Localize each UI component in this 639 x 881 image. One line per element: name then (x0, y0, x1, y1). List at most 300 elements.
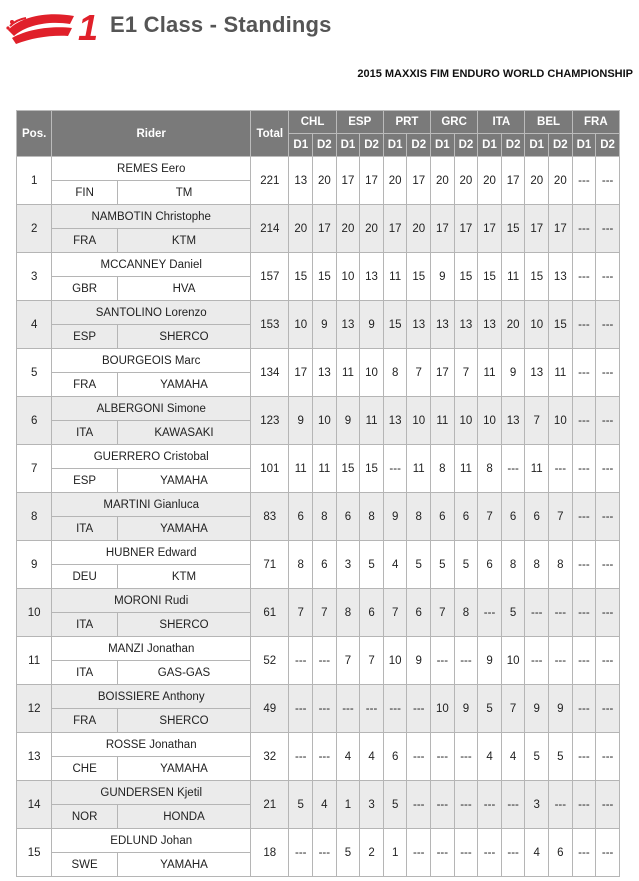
score-cell: --- (572, 157, 596, 205)
score-cell: 4 (501, 733, 525, 781)
score-cell: 17 (431, 205, 455, 253)
total-cell: 123 (251, 397, 289, 445)
score-cell: 6 (336, 493, 360, 541)
header-day: D1 (525, 134, 549, 157)
score-cell: 17 (289, 349, 313, 397)
score-cell: --- (572, 781, 596, 829)
header-day: D1 (289, 134, 313, 157)
score-cell: --- (572, 733, 596, 781)
rider-nation: ITA (52, 517, 118, 541)
score-cell: 11 (407, 445, 431, 493)
score-cell: 4 (525, 829, 549, 877)
score-cell: 20 (289, 205, 313, 253)
score-cell: 13 (383, 397, 407, 445)
score-cell: 15 (478, 253, 502, 301)
score-cell: --- (383, 685, 407, 733)
total-cell: 32 (251, 733, 289, 781)
total-cell: 214 (251, 205, 289, 253)
score-cell: --- (596, 637, 620, 685)
score-cell: 9 (431, 253, 455, 301)
score-cell: --- (596, 733, 620, 781)
score-cell: 15 (289, 253, 313, 301)
score-cell: 20 (478, 157, 502, 205)
score-cell: --- (525, 637, 549, 685)
position-cell: 9 (17, 541, 52, 589)
score-cell: 15 (383, 301, 407, 349)
score-cell: 5 (549, 733, 573, 781)
position-cell: 1 (17, 157, 52, 205)
score-cell: 3 (525, 781, 549, 829)
table-row (17, 349, 620, 373)
total-cell: 157 (251, 253, 289, 301)
score-cell: 8 (478, 445, 502, 493)
rider-brand: YAMAHA (117, 517, 250, 541)
score-cell: 10 (501, 637, 525, 685)
score-cell: --- (596, 205, 620, 253)
score-cell: --- (572, 829, 596, 877)
score-cell: 15 (313, 253, 337, 301)
position-cell: 4 (17, 301, 52, 349)
score-cell: 10 (478, 397, 502, 445)
score-cell: --- (454, 733, 478, 781)
rider-brand: SHERCO (117, 709, 250, 733)
rider-nation: ITA (52, 421, 118, 445)
score-cell: --- (596, 541, 620, 589)
score-cell: 11 (549, 349, 573, 397)
score-cell: 20 (407, 205, 431, 253)
score-cell: --- (313, 637, 337, 685)
header-day: D2 (407, 134, 431, 157)
score-cell: 5 (360, 541, 384, 589)
header-day: D1 (336, 134, 360, 157)
header-day: D1 (431, 134, 455, 157)
rider-nation: ESP (52, 325, 118, 349)
header-round: CHL (289, 111, 336, 134)
rider-brand: HVA (117, 277, 250, 301)
rider-name: HUBNER Edward (52, 541, 251, 565)
position-cell: 3 (17, 253, 52, 301)
rider-name: MANZI Jonathan (52, 637, 251, 661)
rider-name: GUNDERSEN Kjetil (52, 781, 251, 805)
position-cell: 7 (17, 445, 52, 493)
rider-brand: GAS-GAS (117, 661, 250, 685)
score-cell: 11 (454, 445, 478, 493)
score-cell: --- (572, 541, 596, 589)
total-cell: 71 (251, 541, 289, 589)
score-cell: 10 (454, 397, 478, 445)
score-cell: --- (596, 301, 620, 349)
standings-table (16, 110, 620, 877)
score-cell: --- (572, 589, 596, 637)
rider-nation: NOR (52, 805, 118, 829)
score-cell: 17 (383, 205, 407, 253)
score-cell: --- (572, 397, 596, 445)
score-cell: 9 (383, 493, 407, 541)
score-cell: 15 (360, 445, 384, 493)
table-row (17, 781, 620, 805)
header-day: D2 (313, 134, 337, 157)
score-cell: 7 (501, 685, 525, 733)
score-cell: 17 (454, 205, 478, 253)
score-cell: 13 (407, 301, 431, 349)
score-cell: --- (596, 445, 620, 493)
rider-name: GUERRERO Cristobal (52, 445, 251, 469)
score-cell: 8 (407, 493, 431, 541)
table-row (17, 541, 620, 565)
score-cell: --- (525, 589, 549, 637)
table-row (17, 397, 620, 421)
score-cell: 9 (454, 685, 478, 733)
score-cell: --- (572, 301, 596, 349)
rider-nation: FRA (52, 373, 118, 397)
rider-nation: FIN (52, 181, 118, 205)
score-cell: 6 (289, 493, 313, 541)
score-cell: 13 (289, 157, 313, 205)
total-cell: 101 (251, 445, 289, 493)
score-cell: 7 (336, 637, 360, 685)
score-cell: --- (501, 445, 525, 493)
score-cell: 4 (313, 781, 337, 829)
score-cell: --- (454, 829, 478, 877)
score-cell: 10 (525, 301, 549, 349)
score-cell: --- (313, 733, 337, 781)
position-cell: 13 (17, 733, 52, 781)
rider-name: NAMBOTIN Christophe (52, 205, 251, 229)
table-row (17, 157, 620, 181)
rider-name: SANTOLINO Lorenzo (52, 301, 251, 325)
header-day: D2 (501, 134, 525, 157)
score-cell: 15 (454, 253, 478, 301)
header-round: BEL (525, 111, 572, 134)
score-cell: --- (596, 493, 620, 541)
score-cell: 9 (289, 397, 313, 445)
rider-nation: SWE (52, 853, 118, 877)
score-cell: 6 (454, 493, 478, 541)
score-cell: --- (572, 349, 596, 397)
score-cell: --- (454, 637, 478, 685)
total-cell: 52 (251, 637, 289, 685)
score-cell: 20 (313, 157, 337, 205)
score-cell: 5 (407, 541, 431, 589)
score-cell: --- (454, 781, 478, 829)
score-cell: 17 (360, 157, 384, 205)
rider-nation: FRA (52, 229, 118, 253)
score-cell: --- (407, 781, 431, 829)
rider-brand: KTM (117, 229, 250, 253)
score-cell: 9 (336, 397, 360, 445)
score-cell: 5 (383, 781, 407, 829)
score-cell: 20 (360, 205, 384, 253)
score-cell: 15 (525, 253, 549, 301)
score-cell: 9 (313, 301, 337, 349)
score-cell: 9 (501, 349, 525, 397)
score-cell: 6 (501, 493, 525, 541)
position-cell: 6 (17, 397, 52, 445)
rider-nation: DEU (52, 565, 118, 589)
score-cell: 7 (454, 349, 478, 397)
score-cell: 9 (478, 637, 502, 685)
score-cell: 7 (313, 589, 337, 637)
rider-nation: ESP (52, 469, 118, 493)
score-cell: --- (289, 829, 313, 877)
rider-nation: GBR (52, 277, 118, 301)
score-cell: --- (313, 685, 337, 733)
rider-brand: YAMAHA (117, 469, 250, 493)
score-cell: 9 (360, 301, 384, 349)
rider-name: BOISSIERE Anthony (52, 685, 251, 709)
score-cell: 15 (336, 445, 360, 493)
score-cell: 8 (501, 541, 525, 589)
rider-brand: YAMAHA (117, 757, 250, 781)
score-cell: 20 (336, 205, 360, 253)
position-cell: 12 (17, 685, 52, 733)
score-cell: --- (549, 781, 573, 829)
score-cell: 6 (407, 589, 431, 637)
score-cell: --- (478, 589, 502, 637)
position-cell: 2 (17, 205, 52, 253)
score-cell: 5 (454, 541, 478, 589)
rider-brand: KTM (117, 565, 250, 589)
score-cell: --- (431, 829, 455, 877)
score-cell: 8 (289, 541, 313, 589)
rider-brand: YAMAHA (117, 373, 250, 397)
header-rider: Rider (52, 111, 251, 157)
score-cell: 6 (525, 493, 549, 541)
score-cell: 20 (549, 157, 573, 205)
rider-nation: ITA (52, 613, 118, 637)
score-cell: --- (596, 685, 620, 733)
score-cell: 5 (525, 733, 549, 781)
score-cell: 10 (407, 397, 431, 445)
header-day: D2 (360, 134, 384, 157)
rider-name: MCCANNEY Daniel (52, 253, 251, 277)
score-cell: --- (478, 781, 502, 829)
score-cell: --- (431, 733, 455, 781)
score-cell: --- (572, 637, 596, 685)
score-cell: 1 (383, 829, 407, 877)
header-round: ESP (336, 111, 383, 134)
table-row (17, 829, 620, 853)
rider-brand: SHERCO (117, 325, 250, 349)
header-day: D2 (596, 134, 620, 157)
score-cell: --- (596, 157, 620, 205)
score-cell: 7 (549, 493, 573, 541)
score-cell: 15 (549, 301, 573, 349)
score-cell: --- (360, 685, 384, 733)
score-cell: 13 (478, 301, 502, 349)
position-cell: 11 (17, 637, 52, 685)
rider-name: MORONI Rudi (52, 589, 251, 613)
score-cell: --- (572, 493, 596, 541)
score-cell: 20 (383, 157, 407, 205)
score-cell: 5 (478, 685, 502, 733)
rider-nation: FRA (52, 709, 118, 733)
total-cell: 49 (251, 685, 289, 733)
score-cell: --- (383, 445, 407, 493)
header-day: D2 (549, 134, 573, 157)
total-cell: 153 (251, 301, 289, 349)
rider-brand: KAWASAKI (117, 421, 250, 445)
score-cell: --- (431, 781, 455, 829)
total-cell: 18 (251, 829, 289, 877)
total-cell: 61 (251, 589, 289, 637)
score-cell: --- (596, 397, 620, 445)
score-cell: 8 (336, 589, 360, 637)
header-round: ITA (478, 111, 525, 134)
rider-name: REMES Eero (52, 157, 251, 181)
rider-name: MARTINI Gianluca (52, 493, 251, 517)
rider-name: ROSSE Jonathan (52, 733, 251, 757)
score-cell: 13 (549, 253, 573, 301)
score-cell: 10 (360, 349, 384, 397)
score-cell: --- (596, 349, 620, 397)
table-row (17, 589, 620, 613)
championship-title: 2015 MAXXIS FIM ENDURO WORLD CHAMPIONSHIP (357, 68, 633, 80)
score-cell: 17 (549, 205, 573, 253)
score-cell: 17 (525, 205, 549, 253)
score-cell: 2 (360, 829, 384, 877)
rider-brand: TM (117, 181, 250, 205)
score-cell: 20 (525, 157, 549, 205)
header-day: D2 (454, 134, 478, 157)
score-cell: 15 (501, 205, 525, 253)
position-cell: 5 (17, 349, 52, 397)
score-cell: 6 (383, 733, 407, 781)
score-cell: 11 (431, 397, 455, 445)
score-cell: --- (501, 829, 525, 877)
score-cell: 8 (549, 541, 573, 589)
score-cell: 5 (336, 829, 360, 877)
header-round: PRT (383, 111, 430, 134)
score-cell: 13 (313, 349, 337, 397)
score-cell: 11 (360, 397, 384, 445)
score-cell: 4 (478, 733, 502, 781)
score-cell: 10 (383, 637, 407, 685)
score-cell: --- (549, 589, 573, 637)
score-cell: --- (596, 781, 620, 829)
position-cell: 10 (17, 589, 52, 637)
score-cell: 7 (431, 589, 455, 637)
total-cell: 83 (251, 493, 289, 541)
position-cell: 14 (17, 781, 52, 829)
score-cell: 4 (336, 733, 360, 781)
score-cell: --- (596, 589, 620, 637)
score-cell: 6 (313, 541, 337, 589)
score-cell: 5 (501, 589, 525, 637)
rider-nation: CHE (52, 757, 118, 781)
score-cell: 11 (383, 253, 407, 301)
score-cell: 13 (525, 349, 549, 397)
score-cell: --- (407, 685, 431, 733)
score-cell: 10 (313, 397, 337, 445)
header-round: GRC (431, 111, 478, 134)
table-row (17, 685, 620, 709)
score-cell: 9 (407, 637, 431, 685)
score-cell: --- (313, 829, 337, 877)
score-cell: 8 (313, 493, 337, 541)
score-cell: 10 (549, 397, 573, 445)
table-row (17, 253, 620, 277)
score-cell: --- (596, 253, 620, 301)
score-cell: 17 (431, 349, 455, 397)
score-cell: 17 (336, 157, 360, 205)
position-cell: 15 (17, 829, 52, 877)
table-row (17, 493, 620, 517)
header-day: D1 (478, 134, 502, 157)
score-cell: 13 (431, 301, 455, 349)
score-cell: 1 (336, 781, 360, 829)
header-total: Total (251, 111, 289, 157)
score-cell: --- (572, 445, 596, 493)
score-cell: 17 (501, 157, 525, 205)
score-cell: --- (501, 781, 525, 829)
score-cell: 8 (383, 349, 407, 397)
score-cell: --- (431, 637, 455, 685)
score-cell: 13 (454, 301, 478, 349)
table-row (17, 445, 620, 469)
score-cell: 5 (431, 541, 455, 589)
score-cell: 6 (549, 829, 573, 877)
score-cell: --- (289, 685, 313, 733)
score-cell: 20 (501, 301, 525, 349)
score-cell: 10 (336, 253, 360, 301)
score-cell: 7 (289, 589, 313, 637)
score-cell: 8 (525, 541, 549, 589)
score-cell: 11 (525, 445, 549, 493)
score-cell: 13 (501, 397, 525, 445)
score-cell: 7 (525, 397, 549, 445)
score-cell: 11 (336, 349, 360, 397)
score-cell: 17 (313, 205, 337, 253)
table-row (17, 205, 620, 229)
rider-name: BOURGEOIS Marc (52, 349, 251, 373)
score-cell: 4 (383, 541, 407, 589)
table-row (17, 637, 620, 661)
score-cell: 5 (289, 781, 313, 829)
total-cell: 21 (251, 781, 289, 829)
score-cell: 8 (454, 589, 478, 637)
score-cell: --- (407, 829, 431, 877)
score-cell: --- (478, 829, 502, 877)
rider-brand: HONDA (117, 805, 250, 829)
score-cell: --- (549, 637, 573, 685)
score-cell: 3 (360, 781, 384, 829)
score-cell: --- (572, 205, 596, 253)
score-cell: --- (596, 829, 620, 877)
score-cell: 4 (360, 733, 384, 781)
score-cell: 10 (289, 301, 313, 349)
score-cell: 7 (360, 637, 384, 685)
score-cell: --- (572, 685, 596, 733)
total-cell: 134 (251, 349, 289, 397)
score-cell: --- (289, 733, 313, 781)
score-cell: 15 (407, 253, 431, 301)
score-cell: 9 (549, 685, 573, 733)
score-cell: 7 (383, 589, 407, 637)
total-cell: 221 (251, 157, 289, 205)
table-row (17, 301, 620, 325)
score-cell: 11 (501, 253, 525, 301)
score-cell: 8 (431, 445, 455, 493)
score-cell: 7 (407, 349, 431, 397)
score-cell: 11 (313, 445, 337, 493)
score-cell: 8 (360, 493, 384, 541)
score-cell: 13 (336, 301, 360, 349)
header-pos: Pos. (17, 111, 52, 157)
rider-brand: SHERCO (117, 613, 250, 637)
score-cell: --- (407, 733, 431, 781)
logo-number: 1 (78, 7, 99, 48)
